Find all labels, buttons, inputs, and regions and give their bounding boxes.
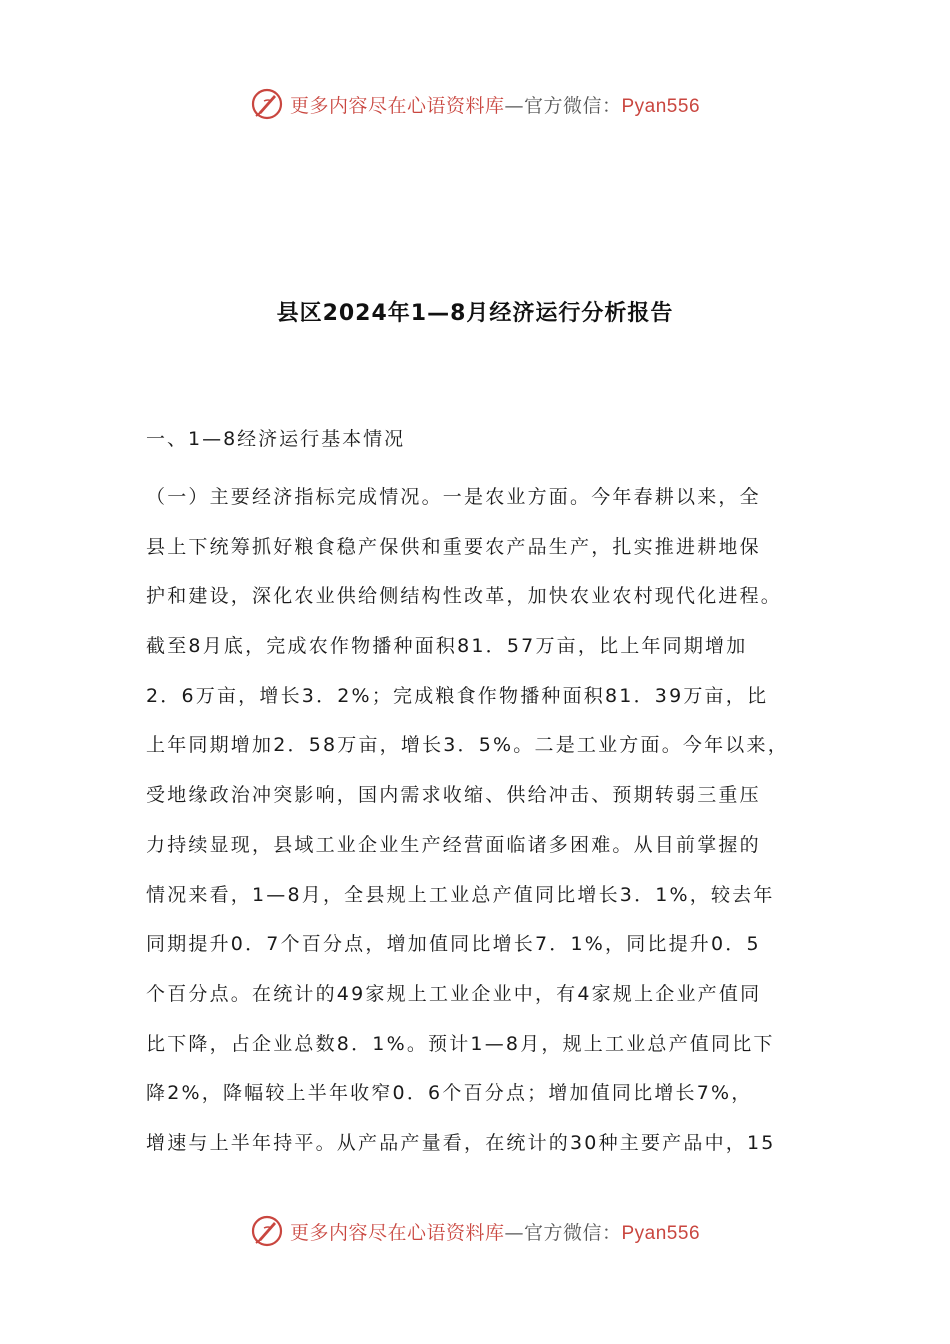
body-line: 降2%，降幅较上半年收窄0．6个百分点；增加值同比增长7%， bbox=[146, 1082, 753, 1105]
body-line: 增速与上半年持平。从产品产量看，在统计的30种主要产品中，15 bbox=[146, 1131, 776, 1154]
body-line: 2．6万亩，增长3．2%；完成粮食作物播种面积81．39万亩，比 bbox=[146, 684, 769, 707]
watermark-text bbox=[290, 91, 700, 118]
body-line: 同期提升0．7个百分点，增加值同比增长7．1%，同比提升0．5 bbox=[146, 933, 761, 956]
body-line: 受地缘政治冲突影响，国内需求收缩、供给冲击、预期转弱三重压 bbox=[146, 784, 761, 807]
watermark-header bbox=[0, 84, 950, 124]
body-line: 比下降，占企业总数8．1%。预计1—8月，规上工业总产值同比下 bbox=[146, 1032, 775, 1055]
watermark-main: 更多内容尽在心语资料库 bbox=[289, 94, 505, 117]
quill-logo-icon bbox=[250, 87, 284, 121]
section-heading: 一、1—8经济运行基本情况 bbox=[146, 428, 406, 450]
quill-logo-icon bbox=[250, 1214, 284, 1248]
body-line: 情况来看，1—8月，全县规上工业总产值同比增长3．1%，较去年 bbox=[146, 883, 775, 906]
watermark-wechat-id: Pyan556 bbox=[621, 1222, 701, 1244]
body-line: 力持续显现，县域工业企业生产经营面临诸多困难。从目前掌握的 bbox=[146, 833, 761, 856]
watermark-footer bbox=[0, 1211, 950, 1251]
body-paragraph bbox=[146, 473, 812, 1169]
watermark-wechat-id: Pyan556 bbox=[621, 95, 701, 117]
body-line: 护和建设，深化农业供给侧结构性改革，加快农业农村现代化进程。 bbox=[146, 585, 783, 608]
body-line: 个百分点。在统计的49家规上工业企业中，有4家规上企业产值同 bbox=[146, 982, 762, 1005]
watermark-text bbox=[290, 1218, 700, 1245]
watermark-official: —官方微信： bbox=[504, 94, 622, 117]
body-line: （一）主要经济指标完成情况。一是农业方面。今年春耕以来，全 bbox=[146, 486, 761, 508]
body-line: 上年同期增加2．58万亩，增长3．5%。二是工业方面。今年以来， bbox=[146, 734, 789, 757]
document-title: 县区2024年1—8月经济运行分析报告 bbox=[276, 301, 674, 326]
watermark-official: —官方微信： bbox=[504, 1221, 622, 1244]
body-line: 截至8月底，完成农作物播种面积81．57万亩，比上年同期增加 bbox=[146, 635, 748, 658]
body-line: 县上下统筹抓好粮食稳产保供和重要农产品生产，扎实推进耕地保 bbox=[146, 535, 761, 558]
watermark-main: 更多内容尽在心语资料库 bbox=[289, 1221, 505, 1244]
